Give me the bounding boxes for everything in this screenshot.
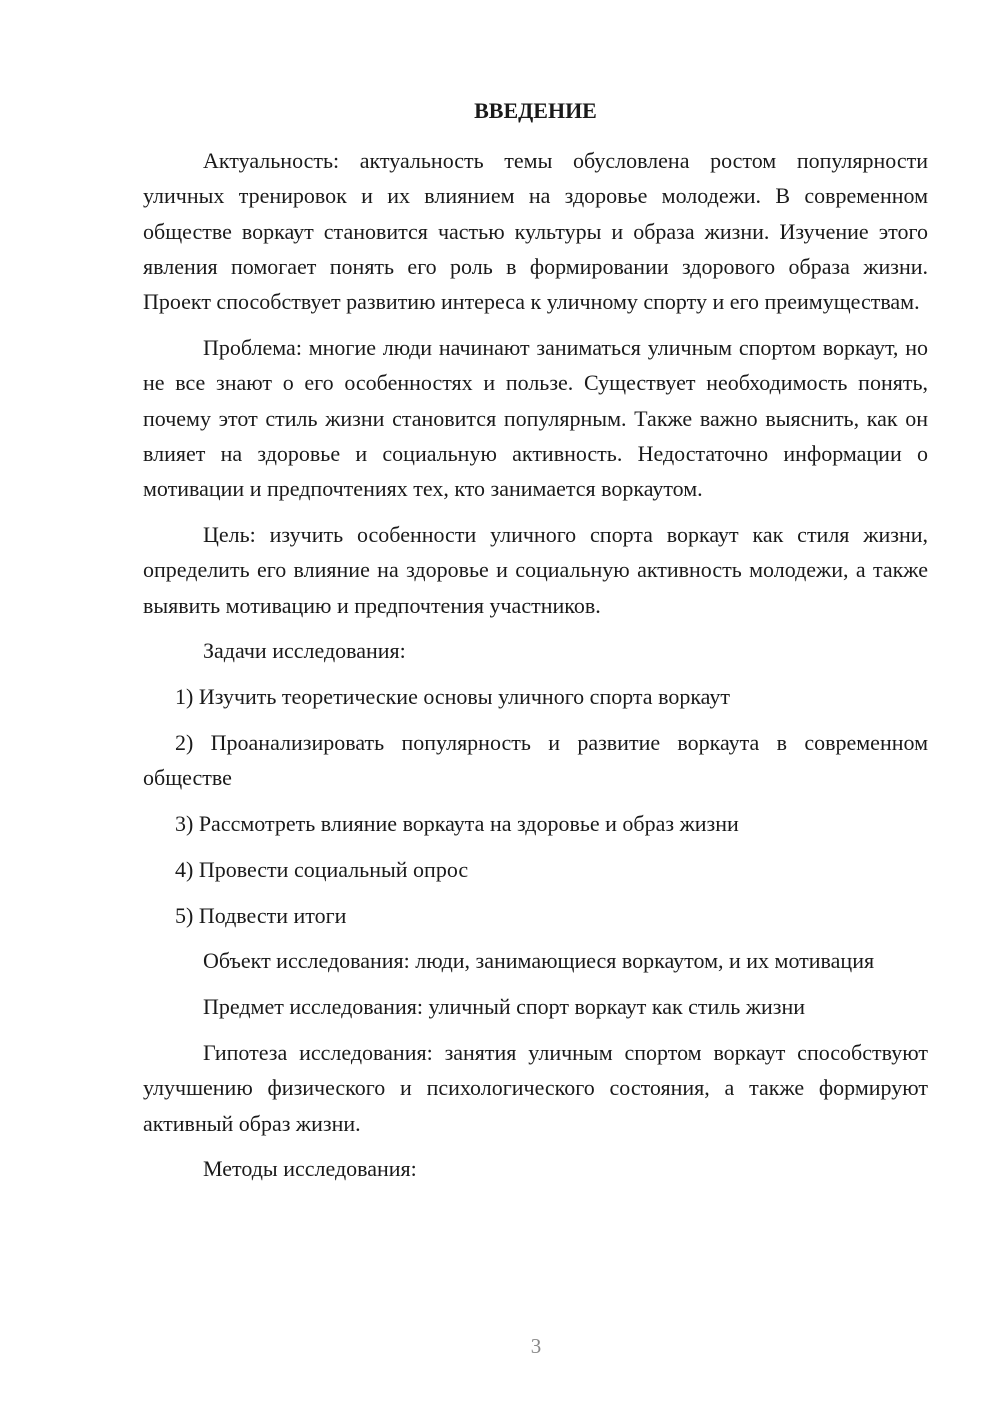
task-item-4: 4) Провести социальный опрос (175, 856, 469, 882)
problem-paragraph: Проблема: многие люди начинают заниматься уличным спортом воркаут, но не все знают о его особенностях и пользе. Существует необходимость понять, почему этот стиль жизни становится популярным. Также важно выяснить, как он влияет на здоровье и социальную активность. Недостаточно информации о мотивации и предпочтениях тех, кто занимается воркаутом. (143, 334, 928, 502)
document-page (143, 94, 928, 1197)
page-number: 3 (530, 1334, 542, 1358)
page-title: ВВЕДЕНИЕ (474, 98, 597, 123)
tasks-heading: Задачи исследования: (203, 638, 406, 664)
goal-paragraph: Цель: изучить особенности уличного спорта воркаут как стиля жизни, определить его влияние на здоровье и социальную активность молодежи, а также выявить мотивацию и предпочтения участников. (143, 521, 928, 618)
task-item-5: 5) Подвести итоги (175, 902, 347, 928)
methods-heading: Методы исследования: (203, 1156, 417, 1182)
task-item-1: 1) Изучить теоретические основы уличного спорта воркаут (175, 684, 730, 710)
object-paragraph: Объект исследования: люди, занимающиеся воркаутом, и их мотивация (203, 948, 875, 974)
task-item-2: 2) Проанализировать популярность и развитие воркаута в современном обществе (143, 729, 928, 791)
actuality-paragraph: Актуальность: актуальность темы обусловлена ростом популярности уличных тренировок и их влиянием на здоровье молодежи. В современном обществе воркаут становится частью культуры и образа жизни. Изучение этого явления помогает понять его роль в формировании здорового образа жизни. Проект способствует развитию интереса к уличному спорту и его преимуществам. (143, 148, 928, 315)
task-item-3: 3) Рассмотреть влияние воркаута на здоровье и образ жизни (175, 811, 739, 837)
hypothesis-paragraph: Гипотеза исследования: занятия уличным спортом воркаут способствуют улучшению физического и психологического состояния, а также формируют активный образ жизни. (143, 1040, 928, 1136)
subject-paragraph: Предмет исследования: уличный спорт воркаут как стиль жизни (203, 994, 806, 1020)
